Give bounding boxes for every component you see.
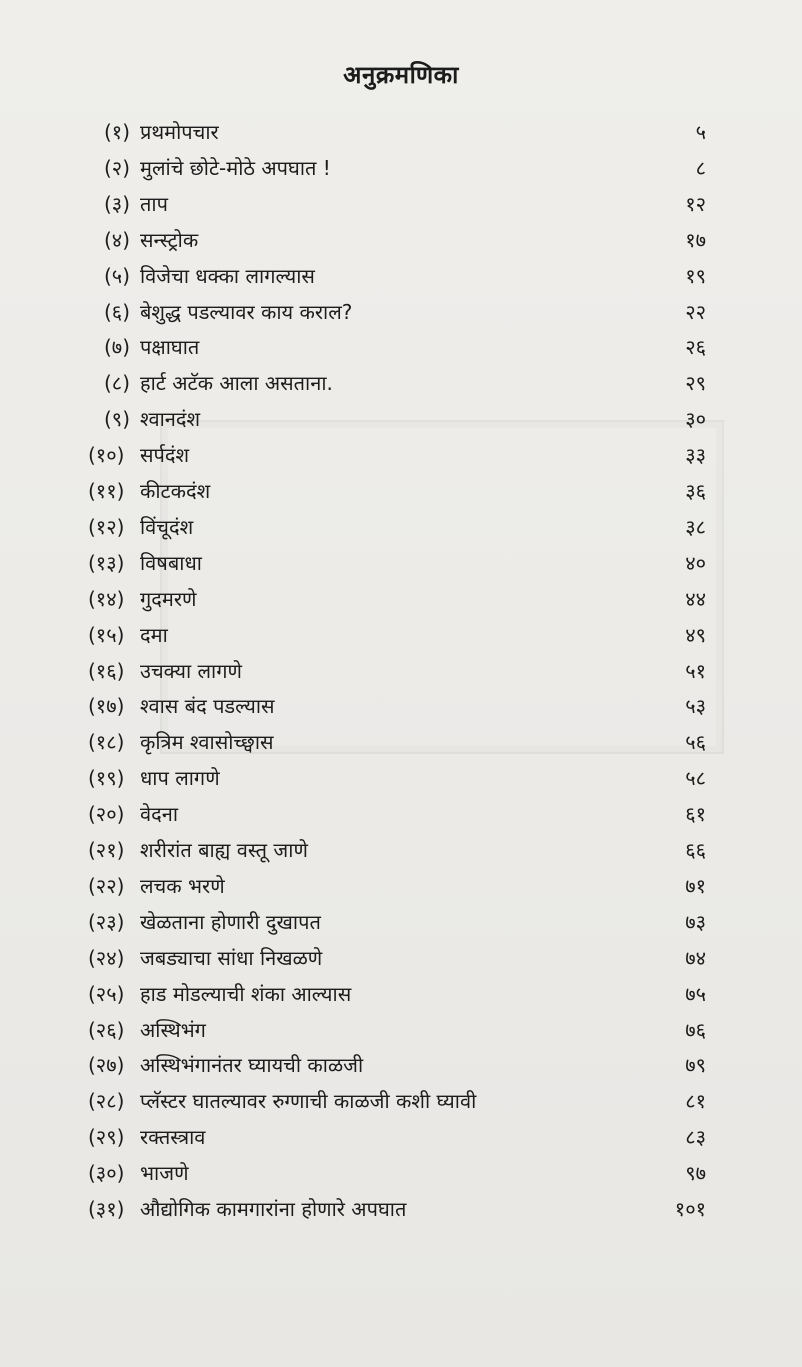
toc-entry bbox=[0, 438, 802, 472]
toc-entry-page: ४४ bbox=[685, 586, 706, 611]
toc-entry-label: जबड्याचा सांधा निखळणे bbox=[140, 945, 323, 970]
toc-entry-page: ६१ bbox=[685, 802, 706, 827]
toc-entry-number: (४) bbox=[104, 227, 131, 252]
toc-entry-label: हार्ट अटॅक आला असताना. bbox=[140, 371, 333, 396]
toc-entry-number: (१५) bbox=[88, 622, 125, 647]
toc-entry-label: पक्षाघात bbox=[140, 335, 200, 360]
toc-entry-page: ५८ bbox=[685, 766, 706, 791]
toc-entry bbox=[0, 115, 802, 149]
toc-entry-number: (१८) bbox=[88, 730, 125, 755]
toc-entry-page: २६ bbox=[685, 335, 706, 360]
toc-entry-page: ४९ bbox=[685, 622, 706, 647]
toc-entry bbox=[0, 151, 802, 185]
toc-entry-page: ८ bbox=[695, 155, 706, 180]
toc-entry-page: ४० bbox=[685, 550, 706, 575]
toc-entry-page: ७६ bbox=[685, 1017, 706, 1042]
toc-entry-label: सन्स्ट्रोक bbox=[140, 227, 199, 252]
toc-entry bbox=[0, 366, 802, 400]
toc-entry bbox=[0, 654, 802, 688]
toc-entry bbox=[0, 1084, 802, 1118]
toc-entry-label: कीटकदंश bbox=[140, 479, 211, 503]
toc-entry-page: ५६ bbox=[685, 730, 706, 755]
page-title: अनुक्रमणिका bbox=[343, 61, 459, 89]
toc-entry-page: १९ bbox=[685, 263, 706, 288]
toc-entry bbox=[0, 510, 802, 544]
toc-entry bbox=[0, 725, 802, 759]
toc-entry-number: (६) bbox=[104, 299, 131, 324]
toc-entry-label: विंचूदंश bbox=[140, 514, 194, 539]
toc-entry-label: लचक भरणे bbox=[140, 873, 225, 898]
toc-entry-number: (२१) bbox=[88, 838, 125, 862]
toc-entry-page: ७१ bbox=[685, 873, 706, 898]
toc-entry bbox=[0, 546, 802, 580]
toc-entry-label: विजेचा धक्का लागल्यास bbox=[140, 263, 315, 288]
toc-entry-label: दमा bbox=[140, 622, 168, 647]
toc-entry-label: श्वानदंश bbox=[140, 407, 201, 432]
toc-entry-page: ३० bbox=[685, 407, 706, 432]
toc-entry bbox=[0, 977, 802, 1011]
toc-entry-number: (२२) bbox=[88, 873, 125, 898]
toc-entry-number: (१०) bbox=[88, 443, 125, 468]
toc-entry-page: ३६ bbox=[685, 479, 706, 503]
toc-entry-label: रक्तस्त्राव bbox=[140, 1125, 206, 1150]
toc-entry-page: ८१ bbox=[685, 1089, 706, 1114]
toc-entry-number: (२५) bbox=[88, 981, 125, 1006]
toc-entry-number: (३१) bbox=[88, 1197, 125, 1221]
toc-entry bbox=[0, 1013, 802, 1047]
toc-entry-label: अस्थिभंगानंतर घ्यायची काळजी bbox=[140, 1053, 364, 1078]
toc-entry bbox=[0, 869, 802, 903]
toc-entry-label: प्लॅस्टर घातल्यावर रुग्णाची काळजी कशी घ्यावी bbox=[140, 1089, 477, 1114]
toc-entry-number: (१) bbox=[104, 120, 131, 144]
toc-entry-label: औद्योगिक कामगारांना होणारे अपघात bbox=[140, 1197, 407, 1221]
toc-entry bbox=[0, 618, 802, 652]
toc-entry-page: ७९ bbox=[685, 1053, 706, 1078]
toc-entry-page: ९७ bbox=[685, 1161, 706, 1186]
toc-entry-label: धाप लागणे bbox=[140, 766, 220, 791]
toc-entry-number: (२३) bbox=[88, 909, 125, 934]
toc-entry-label: विषबाधा bbox=[140, 550, 202, 575]
toc-entry-page: ५१ bbox=[685, 658, 706, 683]
toc-entry-label: श्वास बंद पडल्यास bbox=[140, 694, 275, 719]
toc-entry-label: सर्पदंश bbox=[140, 443, 190, 468]
toc-entry-label: मुलांचे छोटे-मोठे अपघात ! bbox=[140, 155, 331, 180]
toc-entry-number: (२८) bbox=[88, 1089, 125, 1114]
toc-entry-label: खेळताना होणारी दुखापत bbox=[140, 909, 321, 934]
toc-entry-page: २२ bbox=[685, 299, 706, 324]
toc-entry bbox=[0, 797, 802, 831]
toc-entry-label: अस्थिभंग bbox=[140, 1017, 206, 1042]
toc-entry bbox=[0, 187, 802, 221]
toc-entry-number: (५) bbox=[104, 263, 131, 288]
toc-entry bbox=[0, 1048, 802, 1082]
toc-entry-page: ५३ bbox=[685, 694, 706, 719]
toc-entry-label: ताप bbox=[140, 191, 168, 216]
toc-entry-page: ७३ bbox=[685, 909, 706, 934]
toc-entry-page: ५ bbox=[695, 120, 706, 144]
toc-entry-label: कृत्रिम श्वासोच्छ्वास bbox=[140, 730, 274, 755]
toc-entry-number: (१६) bbox=[88, 658, 125, 683]
toc-entry-label: भाजणे bbox=[140, 1161, 189, 1186]
toc-entry-page: ७५ bbox=[685, 981, 706, 1006]
toc-entry-number: (२४) bbox=[88, 945, 125, 970]
toc-entry bbox=[0, 402, 802, 436]
toc-entry-page: ७४ bbox=[685, 945, 706, 970]
toc-entry bbox=[0, 905, 802, 939]
toc-entry-label: उचक्या लागणे bbox=[140, 658, 242, 683]
toc-entry bbox=[0, 582, 802, 616]
toc-entry bbox=[0, 1192, 802, 1226]
toc-entry bbox=[0, 689, 802, 723]
toc-entry-page: ६६ bbox=[685, 838, 706, 862]
toc-entry bbox=[0, 833, 802, 867]
toc-entry bbox=[0, 1156, 802, 1190]
toc-entry-label: हाड मोडल्याची शंका आल्यास bbox=[140, 981, 352, 1006]
toc-entry-label: प्रथमोपचार bbox=[140, 120, 219, 144]
toc-entry-page: ८३ bbox=[685, 1125, 706, 1150]
toc-entry-label: वेदना bbox=[140, 802, 179, 827]
toc-entry-number: (२९) bbox=[88, 1125, 125, 1150]
toc-entry bbox=[0, 223, 802, 257]
toc-entry-number: (२०) bbox=[88, 802, 125, 827]
toc-entry bbox=[0, 1120, 802, 1154]
toc-entry-number: (३) bbox=[104, 191, 131, 216]
toc-entry-number: (२६) bbox=[88, 1017, 125, 1042]
toc-entry-page: १७ bbox=[685, 227, 706, 252]
toc-entry-label: गुदमरणे bbox=[140, 586, 197, 611]
toc-entry-number: (२७) bbox=[88, 1053, 125, 1078]
toc-entry-number: (१२) bbox=[88, 514, 125, 539]
toc-entry bbox=[0, 330, 802, 364]
toc-entry-number: (१९) bbox=[88, 766, 125, 791]
toc-entry bbox=[0, 761, 802, 795]
toc-entry bbox=[0, 295, 802, 329]
toc-entry-number: (७) bbox=[104, 335, 131, 360]
toc-entry-number: (१४) bbox=[88, 586, 125, 611]
toc-entry-label: शरीरांत बाह्य वस्तू जाणे bbox=[140, 838, 308, 862]
toc-entry bbox=[0, 474, 802, 508]
toc-entry-number: (१३) bbox=[88, 550, 125, 575]
toc-entry-page: २९ bbox=[685, 371, 706, 396]
toc-entry-number: (२) bbox=[104, 155, 131, 180]
toc-entry-page: ३३ bbox=[685, 443, 706, 468]
toc-entry-number: (८) bbox=[104, 371, 131, 396]
toc-entry-number: (११) bbox=[88, 479, 125, 503]
toc-entry-number: (१७) bbox=[88, 694, 125, 719]
toc-entry-number: (३०) bbox=[88, 1161, 125, 1186]
toc-entry-page: १२ bbox=[685, 191, 706, 216]
toc-entry-label: बेशुद्ध पडल्यावर काय कराल? bbox=[140, 299, 353, 324]
toc-entry bbox=[0, 941, 802, 975]
toc-entry-page: १०१ bbox=[674, 1197, 706, 1221]
toc-entry bbox=[0, 259, 802, 293]
toc-entry-number: (९) bbox=[104, 407, 131, 432]
toc-entry-page: ३८ bbox=[685, 514, 706, 539]
